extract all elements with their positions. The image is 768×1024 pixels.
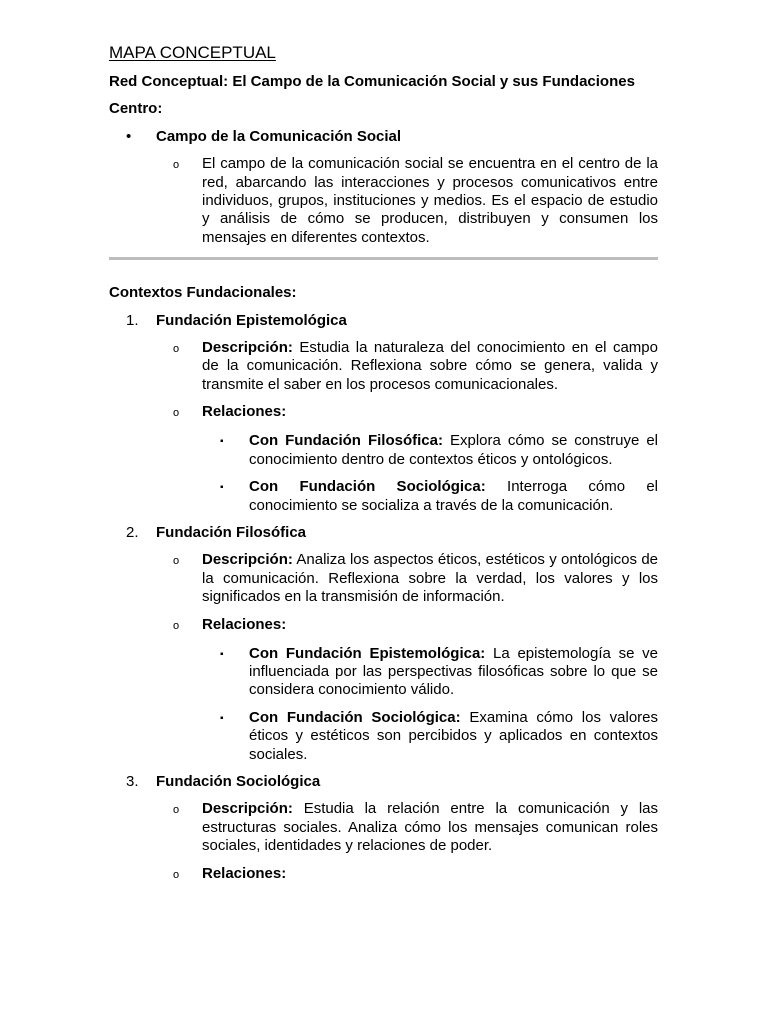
relation-description	[249, 709, 658, 764]
relation-text: Interroga cómo el conocimiento se socializa a través de la comunicación.	[249, 478, 659, 514]
hollow-bullet-icon: o	[173, 619, 180, 632]
relation-label: Con Fundación Filosófica:	[249, 432, 443, 450]
document-body	[109, 42, 658, 894]
relation-item	[220, 709, 658, 764]
foundation-relations-item	[173, 403, 658, 423]
foundation-title: Fundación Epistemológica	[156, 311, 347, 329]
relation-label: Con Fundación Sociológica:	[249, 478, 486, 496]
hollow-bullet-icon: o	[173, 804, 180, 817]
relations-label: Relaciones:	[202, 864, 287, 882]
description-text: Analiza los aspectos éticos, estéticos y ontológicos de la comunicación. Reflexiona sobre la verdad, los valores y los significados en la transmisión de información.	[202, 551, 658, 606]
foundation-item	[126, 312, 658, 330]
foundation-description-item	[173, 800, 658, 855]
hollow-bullet-icon: o	[173, 343, 180, 356]
foundation-description	[202, 800, 658, 855]
bullet-icon: •	[126, 127, 132, 145]
centro-item-title: Campo de la Comunicación Social	[156, 127, 402, 145]
hollow-bullet-icon: o	[173, 159, 180, 172]
hollow-bullet-icon: o	[173, 868, 180, 881]
foundation-number: 2.	[126, 523, 139, 541]
centro-item	[126, 128, 658, 146]
relation-item	[220, 432, 658, 469]
document-subtitle: Red Conceptual: El Campo de la Comunicación Social y sus Fundaciones	[109, 73, 635, 90]
centro-label: Centro:	[109, 100, 163, 118]
relation-description	[249, 432, 658, 469]
square-bullet-icon: ▪	[220, 712, 224, 724]
relation-text: Examina cómo los valores éticos y estéticos son percibidos y aplicados en contextos sociales.	[249, 708, 659, 763]
square-bullet-icon: ▪	[220, 648, 224, 660]
hollow-bullet-icon: o	[173, 555, 180, 568]
relation-item	[220, 478, 658, 515]
description-text: Estudia la naturaleza del conocimiento en el campo de la comunicación. Reflexiona sobre cómo se genera, valida y transmite el saber en los procesos comunicacionales.	[202, 339, 658, 393]
relation-label: Con Fundación Epistemológica:	[249, 644, 486, 662]
square-bullet-icon: ▪	[220, 482, 224, 494]
description-label: Descripción:	[202, 339, 293, 357]
centro-description: El campo de la comunicación social se encuentra en el centro de la red, abarcando las interacciones y procesos comunicativos entre individuos, grupos, instituciones y medios. Es el espacio de estudio y análisis de cómo se producen, distribuyen y consumen los mensajes en diferentes contextos.	[202, 155, 658, 246]
foundation-title: Fundación Sociológica	[156, 772, 321, 790]
contexts-heading: Contextos Fundacionales:	[109, 284, 297, 302]
relation-text: Explora cómo se construye el conocimiento dentro de contextos éticos y ontológicos.	[249, 432, 659, 468]
relations-label: Relaciones:	[202, 615, 287, 633]
description-label: Descripción:	[202, 551, 293, 569]
foundation-item	[126, 773, 658, 791]
foundation-number: 3.	[126, 772, 139, 790]
foundation-description	[202, 339, 658, 394]
relation-description	[249, 645, 658, 700]
description-text: Estudia la relación entre la comunicación y las estructuras sociales. Analiza cómo los mensajes comunican roles sociales, identidades y relaciones de poder.	[202, 800, 658, 855]
relations-label: Relaciones:	[202, 403, 287, 421]
foundation-number: 1.	[126, 311, 139, 329]
relation-item	[220, 645, 658, 700]
relation-label: Con Fundación Sociológica:	[249, 708, 461, 726]
square-bullet-icon: ▪	[220, 436, 224, 448]
horizontal-divider	[109, 257, 658, 260]
foundations-list	[109, 312, 658, 885]
foundation-title: Fundación Filosófica	[156, 523, 307, 541]
foundation-relations-item	[173, 616, 658, 636]
foundation-description-item	[173, 339, 658, 394]
centro-description-item	[173, 155, 658, 247]
foundation-description	[202, 551, 658, 606]
relation-text: La epistemología se ve influenciada por las perspectivas filosóficas sobre lo que se considera conocimiento válido.	[249, 644, 658, 699]
hollow-bullet-icon: o	[173, 407, 180, 420]
foundation-relations-item	[173, 865, 658, 885]
relation-description	[249, 478, 658, 515]
description-label: Descripción:	[202, 800, 293, 818]
document-title: MAPA CONCEPTUAL	[109, 43, 276, 62]
foundation-description-item	[173, 551, 658, 606]
foundation-item	[126, 524, 658, 542]
